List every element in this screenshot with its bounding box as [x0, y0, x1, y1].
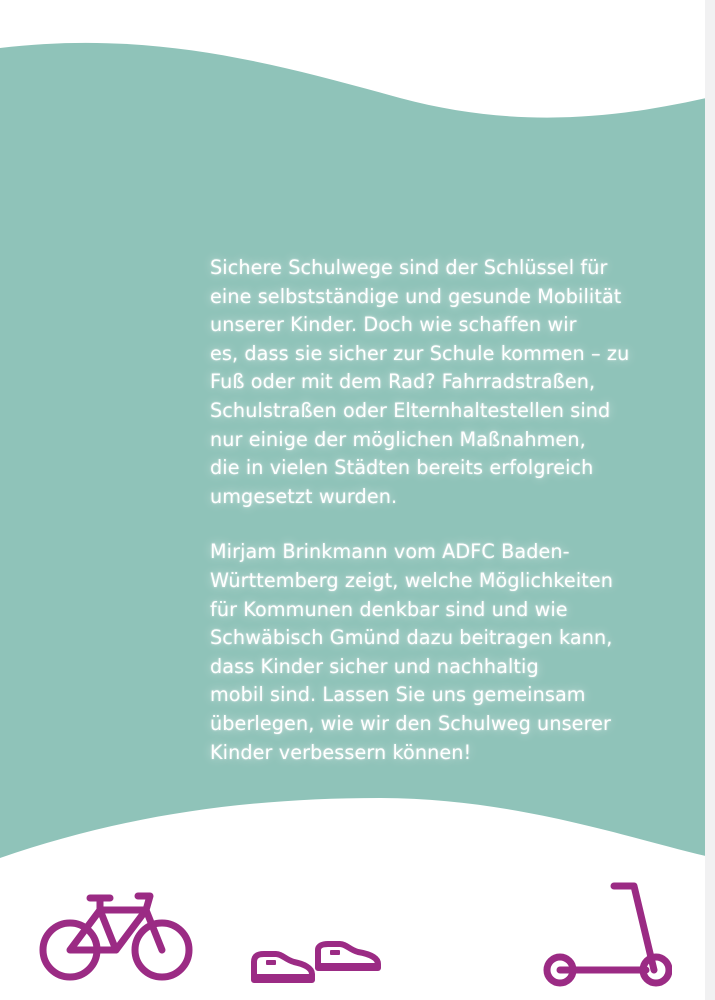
text-line: überlegen, wie wir den Schulweg unserer [210, 711, 612, 735]
text-line: umgesetzt wurden. [210, 484, 398, 508]
text-line: Württemberg zeigt, welche Möglichkeiten [210, 568, 614, 592]
paragraph-intro [210, 254, 670, 511]
shoes-icon [248, 940, 384, 984]
body-text [210, 254, 670, 767]
text-line: dass Kinder sicher und nachhaltig [210, 654, 539, 678]
paragraph-speaker [210, 538, 670, 767]
text-line: Schwäbisch Gmünd dazu beitragen kann, [210, 626, 613, 650]
text-line: eine selbstständige und gesunde Mobilität [210, 284, 622, 308]
text-line: mobil sind. Lassen Sie uns gemeinsam [210, 683, 586, 707]
text-line: die in vielen Städten bereits erfolgreich [210, 456, 594, 480]
text-line: unserer Kinder. Doch wie schaffen wir [210, 313, 577, 337]
text-line: nur einige der möglichen Maßnahmen, [210, 427, 586, 451]
scooter-icon [542, 880, 672, 990]
text-line: Mirjam Brinkmann vom ADFC Baden- [210, 540, 570, 564]
page-edge-strip [705, 0, 715, 1000]
text-line: Kinder verbessern können! [210, 740, 472, 764]
text-line: es, dass sie sicher zur Schule kommen – zu [210, 341, 630, 365]
text-line: Schulstraßen oder Elternhaltestellen sind [210, 398, 611, 422]
bicycle-icon [38, 888, 194, 984]
text-line: Fuß oder mit dem Rad? Fahrradstraßen, [210, 370, 596, 394]
text-line: Sichere Schulwege sind der Schlüssel für [210, 256, 608, 279]
text-line: für Kommunen denkbar sind und wie [210, 597, 568, 621]
